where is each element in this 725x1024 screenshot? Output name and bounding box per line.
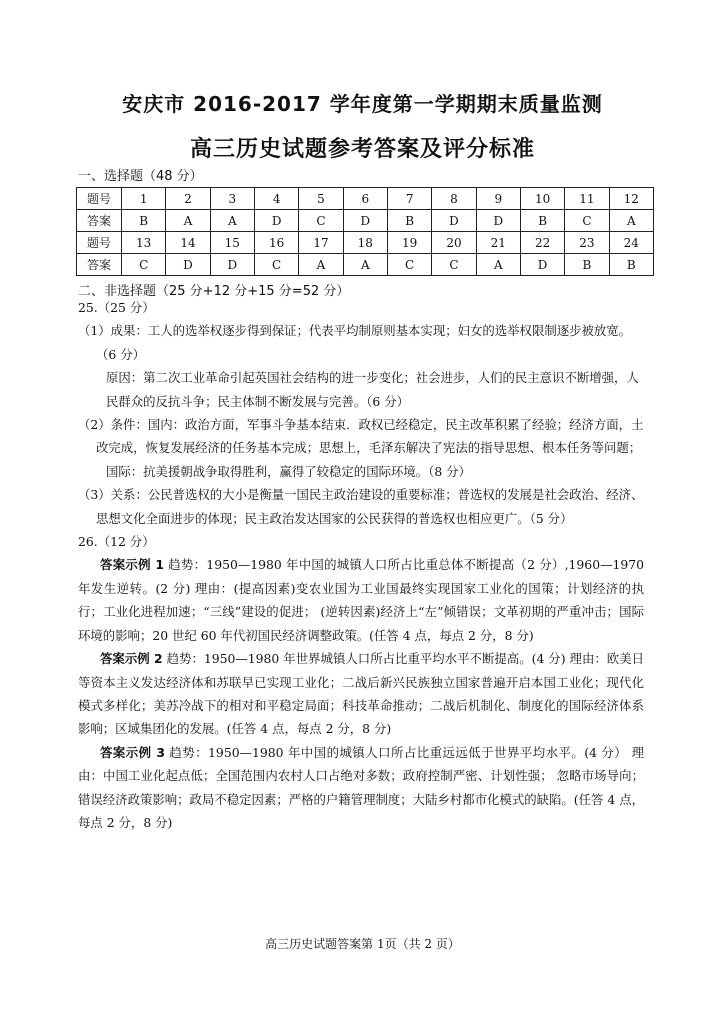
q25-part3: （3）关系：公民普选权的大小是衡量一国民主政治建设的重要标准；普选权的发展是社会政治、经济、思想文化全面进步的体现；民主政治发达国家的公民获得的普选权也相应更广。（5 分）	[78, 487, 644, 526]
exam-title: 安庆市 2016-2017 学年度第一学期期末质量监测	[122, 92, 603, 116]
q25-part2: （2）条件：国内：政治方面，军事斗争基本结束．政权已经稳定，民主改革积累了经验；经济方面，土改完成，恢复发展经济的任务基本完成；思想上，毛泽东解决了宪法的指导思想、根本任务等问题；	[78, 417, 644, 456]
question-number-cell: 16	[254, 232, 298, 254]
example-text: 趋势：1950—1980 年世界城镇人口所占比重平均水平不断提高。(4 分) 理由：欧美日等资本主义发达经济体和苏联早已实现工业化；二战后新兴民族独立国家普遍开启本国工业化；现代化模式多样化；美苏冷战下的相对和平稳定局面；科技革命推动；二战后机制化、制度化的国际经济体系影响；区域集团化的发展。(任答 4 点，每点 2 分，8 分)	[78, 651, 645, 737]
q25-part1: （1）成果：工人的选举权逐步得到保证；代表平均制原则基本实现；妇女的选举权限制逐步被放宽。（6 分）	[78, 323, 632, 362]
row-label: 答案	[77, 254, 122, 276]
example-label: 答案示例 2	[100, 651, 163, 667]
answer-cell: A	[210, 210, 254, 232]
section-1-heading: 一、选择题（48 分）	[78, 169, 203, 184]
question-number-cell: 11	[565, 188, 609, 210]
row-label: 题号	[77, 188, 122, 210]
answer-cell: A	[299, 254, 343, 276]
answer-cell: B	[609, 254, 653, 276]
answer-cell: B	[387, 210, 431, 232]
question-number-cell: 19	[387, 232, 431, 254]
question-number-cell: 12	[609, 188, 653, 210]
answer-cell: D	[254, 210, 298, 232]
answer-cell: C	[387, 254, 431, 276]
answer-cell: D	[476, 210, 520, 232]
question-number-cell: 2	[166, 188, 210, 210]
answer-cell: A	[343, 254, 387, 276]
section-2-heading: 二、非选择题（25 分+12 分+15 分=52 分）	[78, 284, 350, 299]
question-number-cell: 1	[122, 188, 166, 210]
table-row	[77, 188, 654, 210]
answer-cell: A	[476, 254, 520, 276]
question-number-cell: 7	[387, 188, 431, 210]
question-number-cell: 3	[210, 188, 254, 210]
question-number-cell: 17	[299, 232, 343, 254]
answer-cell: C	[122, 254, 166, 276]
table-row	[77, 210, 654, 232]
question-number-cell: 13	[122, 232, 166, 254]
q26-label: 26.（12 分）	[78, 534, 155, 550]
answer-cell: D	[343, 210, 387, 232]
q25-part2-international: 国际：抗美援朝战争取得胜利，赢得了较稳定的国际环境。（8 分）	[106, 463, 471, 479]
question-number-cell: 5	[299, 188, 343, 210]
answer-cell: C	[432, 254, 476, 276]
question-number-cell: 15	[210, 232, 254, 254]
q26-example-2	[78, 647, 644, 741]
q26-example-3	[78, 741, 644, 835]
answer-cell: C	[299, 210, 343, 232]
example-text: 趋势：1950—1980 年中国的城镇人口所占比重总体不断提高（2 分）,1960—1970 年发生逆转。(2 分) 理由：(提高因素)变农业国为工业国最终实现国家工业化的国策；计划经济的执行；工业化进程加速；“三线”建设的促进； (逆转因素)经济上“左”倾错误；文革初期的严重冲击；国际环境的影响；20 世纪 60 年代初国民经济调整政策。(任答 4 点，每点 2 分，8 分)	[78, 557, 644, 643]
q25-label: 25.（25 分）	[78, 300, 155, 315]
question-number-cell: 14	[166, 232, 210, 254]
example-label: 答案示例 3	[100, 744, 165, 760]
answer-cell: D	[210, 254, 254, 276]
answer-cell: C	[565, 210, 609, 232]
question-number-cell: 10	[520, 188, 564, 210]
question-number-cell: 22	[520, 232, 564, 254]
answer-cell: A	[609, 210, 653, 232]
page-footer: 高三历史试题答案第 1页（共 2 页）	[265, 937, 460, 951]
question-number-cell: 4	[254, 188, 298, 210]
section-2-body	[78, 296, 644, 834]
q26-example-1	[78, 553, 644, 647]
question-number-cell: 21	[476, 232, 520, 254]
answer-cell: A	[166, 210, 210, 232]
answer-cell: D	[520, 254, 564, 276]
example-label: 答案示例 1	[100, 557, 164, 573]
answer-cell: D	[166, 254, 210, 276]
answer-cell: D	[432, 210, 476, 232]
q25-part1-reason: 原因：第二次工业革命引起英国社会结构的进一步变化；社会进步，人们的民主意识不断增强，人民群众的反抗斗争；民主体制不断发展与完善。（6 分）	[106, 370, 639, 409]
answer-cell: B	[520, 210, 564, 232]
question-number-cell: 8	[432, 188, 476, 210]
row-label: 答案	[77, 210, 122, 232]
answer-key-title: 高三历史试题参考答案及评分标准	[189, 137, 535, 162]
row-label: 题号	[77, 232, 122, 254]
question-number-cell: 20	[432, 232, 476, 254]
question-number-cell: 18	[343, 232, 387, 254]
question-number-cell: 9	[476, 188, 520, 210]
table-row	[77, 254, 654, 276]
example-text: 趋势：1950—1980 年中国的城镇人口所占比重远远低于世界平均水平。(4 分） 理由：中国工业化起点低；全国范围内农村人口占绝对多数；政府控制严密、计划性强； 忽略市场导向；错误经济政策影响；政局不稳定因素；严格的户籍管理制度；大陆乡村都市化模式的缺陷。(任答 4 点，每点 2 分，8 分)	[78, 744, 644, 830]
question-number-cell: 24	[609, 232, 653, 254]
question-number-cell: 23	[565, 232, 609, 254]
answer-cell: B	[565, 254, 609, 276]
question-number-cell: 6	[343, 188, 387, 210]
answer-cell: B	[122, 210, 166, 232]
answer-table	[76, 187, 654, 276]
table-row	[77, 232, 654, 254]
answer-cell: C	[254, 254, 298, 276]
